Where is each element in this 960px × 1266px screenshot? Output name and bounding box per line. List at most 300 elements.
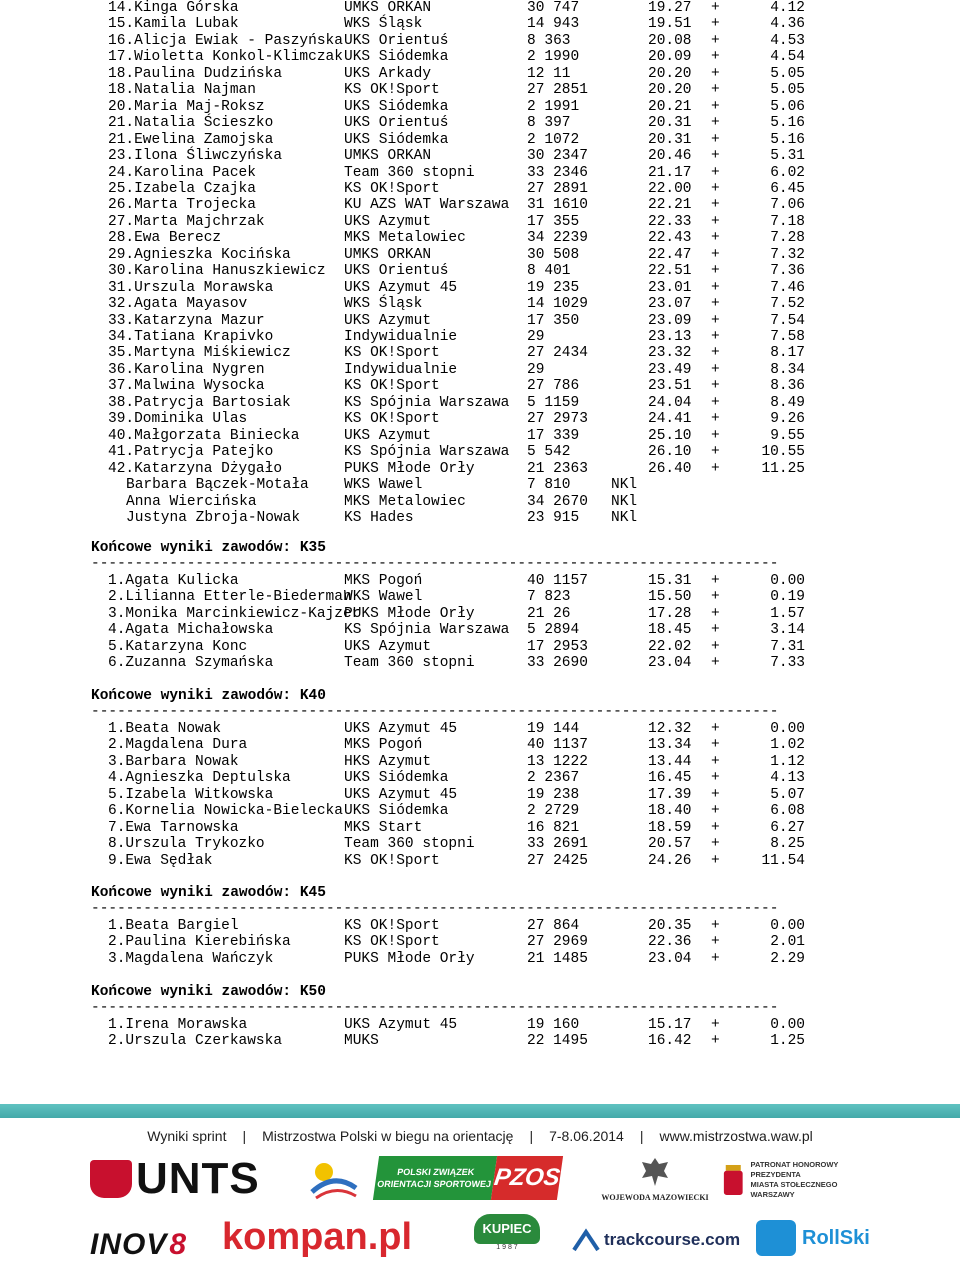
place: 3. [108, 753, 126, 770]
plus-sign: + [711, 786, 720, 803]
inov8-logo [90, 1216, 186, 1262]
club: UKS Siódemka [344, 803, 449, 820]
place: 8. [108, 836, 126, 853]
place: 34. [108, 329, 135, 345]
time: 23.49 [648, 361, 692, 378]
athlete-name [108, 165, 256, 181]
start-number [527, 197, 588, 213]
place: 5. [108, 786, 126, 803]
name: Marta Trojecka [134, 197, 256, 214]
number: 40 [527, 737, 545, 754]
club: MKS Metalowiec [344, 493, 466, 510]
athlete-name [108, 49, 343, 65]
pzos-line2: ORIENTACJI SPORTOWEJ [376, 1179, 492, 1189]
card: 864 [553, 917, 580, 934]
athlete-name [108, 461, 282, 477]
start-number [527, 395, 579, 411]
number: 21 [527, 950, 545, 967]
number: 30 [527, 246, 545, 263]
plus-sign: + [711, 638, 720, 655]
card: 1495 [553, 1033, 588, 1050]
time-difference: 1.02 [770, 737, 805, 754]
plus-sign: + [711, 655, 720, 672]
result-row [91, 0, 821, 16]
number: 5 [527, 444, 536, 461]
start-number [527, 428, 579, 444]
card: 235 [553, 279, 580, 296]
result-row [91, 639, 821, 655]
card: 2969 [553, 934, 588, 951]
result-row [91, 428, 821, 444]
place: 21. [108, 131, 135, 148]
start-number [527, 951, 588, 967]
result-row [91, 230, 821, 246]
patronat-logo [722, 1158, 882, 1202]
name: Kinga Górska [134, 0, 239, 16]
club: KS OK!Sport [344, 82, 440, 99]
time: 17.39 [648, 786, 692, 803]
athlete-name [108, 820, 239, 836]
time-difference: 7.32 [770, 246, 805, 263]
footer-separator: | [529, 1128, 534, 1144]
place: 38. [108, 394, 135, 411]
athlete-name [108, 444, 273, 460]
athlete-name [108, 329, 273, 345]
card: 401 [544, 263, 571, 280]
start-number [527, 99, 579, 115]
time: 15.17 [648, 1016, 692, 1033]
eagle-emblem-icon [640, 1156, 670, 1188]
athlete-name [108, 787, 273, 803]
athlete-name [108, 770, 291, 786]
result-row [91, 66, 821, 82]
unts-logo [90, 1156, 260, 1202]
card: 2367 [544, 770, 580, 787]
result-row [91, 836, 821, 852]
club: MKS Start [344, 819, 423, 836]
name: Wioletta Konkol-Klimczak [134, 49, 343, 66]
result-row [91, 280, 821, 296]
card: 2953 [553, 638, 588, 655]
result-row [91, 803, 821, 819]
plus-sign: + [711, 572, 720, 589]
time-difference: 1.57 [770, 605, 805, 622]
athlete-name [108, 606, 360, 622]
number: 23 [527, 509, 545, 526]
time-difference: 6.45 [770, 180, 805, 197]
name: Martyna Miśkiewicz [134, 345, 291, 362]
club: WKS Wawel [344, 589, 423, 606]
time-difference: 4.13 [770, 770, 805, 787]
time: 16.42 [648, 1033, 692, 1050]
number: 30 [527, 0, 545, 16]
status: NKl [611, 509, 638, 526]
time: 22.00 [648, 180, 692, 197]
number: 2 [527, 803, 536, 820]
plus-sign: + [711, 917, 720, 934]
plus-sign: + [711, 131, 720, 148]
athlete-name [108, 853, 212, 869]
start-number [527, 148, 588, 164]
time-difference: 4.54 [770, 49, 805, 66]
plus-sign: + [711, 82, 720, 99]
club: KS OK!Sport [344, 852, 440, 869]
club: WKS Śląsk [344, 16, 423, 33]
time: 20.21 [648, 98, 692, 115]
place: 27. [108, 213, 135, 230]
place: 16. [108, 32, 135, 49]
time-difference: 4.12 [770, 0, 805, 16]
time: 12.32 [648, 720, 692, 737]
name: Patrycja Bartosiak [134, 394, 291, 411]
time-difference: 7.36 [770, 263, 805, 280]
result-row [91, 16, 821, 32]
pzos-logo [376, 1156, 564, 1200]
club: Indywidualnie [344, 329, 458, 345]
time-difference: 5.07 [770, 786, 805, 803]
trackcourse-wordmark: trackcourse.com [604, 1230, 741, 1249]
time-difference: 8.36 [770, 378, 805, 395]
place: 29. [108, 246, 135, 263]
plus-sign: + [711, 460, 720, 477]
start-number [527, 1017, 579, 1033]
time: 20.09 [648, 49, 692, 66]
place: 20. [108, 98, 135, 115]
footer-event: Mistrzostwa Polski w biegu na orientację [262, 1128, 514, 1144]
place: 26. [108, 197, 135, 214]
athlete-name [108, 589, 352, 605]
athlete-name [108, 16, 239, 32]
time-difference: 8.34 [770, 361, 805, 378]
number: 14 [527, 16, 545, 33]
result-row [91, 49, 821, 65]
kompan-wordmark: kompan.pl [222, 1215, 413, 1258]
club: KU AZS WAT Warszawa [344, 197, 510, 214]
place: 1. [108, 572, 126, 589]
inov-number: 8 [169, 1228, 187, 1261]
club: KS OK!Sport [344, 917, 440, 934]
time: 20.20 [648, 82, 692, 99]
time: 22.21 [648, 197, 692, 214]
start-number [527, 510, 579, 526]
athlete-name [108, 378, 265, 394]
result-row [91, 787, 821, 803]
start-number [527, 280, 579, 296]
number: 2 [527, 49, 536, 66]
card: 2239 [553, 230, 588, 247]
place: 25. [108, 180, 135, 197]
time: 22.43 [648, 230, 692, 247]
number: 29 [527, 329, 545, 345]
result-row [91, 444, 821, 460]
time-difference: 6.08 [770, 803, 805, 820]
start-number [527, 721, 579, 737]
number: 27 [527, 917, 545, 934]
number: 2 [527, 770, 536, 787]
number: 5 [527, 622, 536, 639]
name: Agata Mayasov [134, 296, 248, 313]
time-difference: 5.16 [770, 131, 805, 148]
athlete-name [108, 247, 291, 263]
plus-sign: + [711, 394, 720, 411]
club: PUKS Młode Orły [344, 950, 475, 967]
plus-sign: + [711, 378, 720, 395]
name: Kamila Lubak [134, 16, 239, 33]
name: Magdalena Dura [125, 737, 248, 754]
card: 238 [553, 786, 580, 803]
time-difference: 5.05 [770, 65, 805, 82]
athlete-name [108, 345, 291, 361]
time: 19.51 [648, 16, 692, 33]
plus-sign: + [711, 246, 720, 263]
start-number [527, 115, 571, 131]
trackcourse-icon [572, 1228, 600, 1252]
card: 1029 [553, 296, 588, 313]
number: 8 [527, 32, 536, 49]
kupiec-wordmark: KUPIEC [482, 1221, 532, 1236]
result-row [91, 214, 821, 230]
time-difference: 9.26 [770, 411, 805, 428]
place: 1. [108, 720, 126, 737]
athlete-name [108, 836, 265, 852]
result-row [91, 181, 821, 197]
athlete-name [108, 197, 256, 213]
athlete-name [108, 1017, 247, 1033]
card: 363 [544, 32, 571, 49]
number: 21 [527, 605, 545, 622]
patronat-line2: MIASTA STOŁECZNEGO WARSZAWY [750, 1180, 838, 1199]
start-number [527, 606, 571, 622]
name: Natalia Ścieszko [134, 115, 274, 132]
name: Natalia Najman [134, 82, 256, 99]
time: 16.45 [648, 770, 692, 787]
start-number [527, 754, 588, 770]
club: UKS Azymut [344, 638, 432, 655]
number: 31 [527, 197, 545, 214]
nkl-row [91, 494, 821, 510]
athlete-name [108, 263, 326, 279]
athlete-name [108, 573, 239, 589]
athlete-name [108, 721, 221, 737]
warsaw-crest-icon [722, 1162, 745, 1198]
start-number [527, 296, 588, 312]
place: 31. [108, 279, 135, 296]
category-title: Końcowe wyniki zawodów: K45 [91, 885, 326, 901]
place: 9. [108, 852, 126, 869]
name: Paulina Dudzińska [134, 65, 283, 82]
place: 42. [108, 460, 135, 477]
club: KS Spójnia Warszawa [344, 444, 510, 461]
sport-badge-icon [306, 1158, 360, 1202]
kupiec-year: 1 9 8 7 [496, 1244, 518, 1251]
name: Ewelina Zamojska [134, 131, 274, 148]
number: 34 [527, 230, 545, 247]
start-number [527, 214, 579, 230]
name: Katarzyna Dżygało [134, 460, 283, 477]
result-row [91, 721, 821, 737]
result-row [91, 461, 821, 477]
time: 22.02 [648, 638, 692, 655]
plus-sign: + [711, 852, 720, 869]
plus-sign: + [711, 197, 720, 214]
trackcourse-logo [572, 1222, 740, 1258]
number: 14 [527, 296, 545, 313]
plus-sign: + [711, 361, 720, 378]
place: 6. [108, 803, 126, 820]
start-number [527, 622, 579, 638]
result-row [91, 197, 821, 213]
time: 17.28 [648, 605, 692, 622]
time: 22.33 [648, 213, 692, 230]
number: 27 [527, 180, 545, 197]
name: Dominika Ulas [134, 411, 248, 428]
club: HKS Azymut [344, 753, 432, 770]
card: 11 [553, 65, 571, 82]
athlete-name [108, 1033, 282, 1049]
time: 26.40 [648, 460, 692, 477]
number: 27 [527, 411, 545, 428]
plus-sign: + [711, 115, 720, 132]
category-title: Końcowe wyniki zawodów: K35 [91, 540, 326, 556]
place: 14. [108, 0, 135, 16]
name: Irena Morawska [125, 1016, 248, 1033]
time-difference: 7.06 [770, 197, 805, 214]
place: 2. [108, 934, 126, 951]
name: Zuzanna Szymańska [125, 655, 274, 672]
time: 23.13 [648, 329, 692, 345]
plus-sign: + [711, 720, 720, 737]
card: 1137 [553, 737, 588, 754]
card: 1990 [544, 49, 580, 66]
plus-sign: + [711, 427, 720, 444]
number: 17 [527, 312, 545, 329]
result-row [91, 378, 821, 394]
time-difference: 3.14 [770, 622, 805, 639]
card: 2891 [553, 180, 588, 197]
card: 1485 [553, 950, 588, 967]
name: Agata Kulicka [125, 572, 239, 589]
pzos-wordmark: PZOS [492, 1164, 562, 1191]
number: 8 [527, 115, 536, 132]
number: 13 [527, 753, 545, 770]
result-row [91, 345, 821, 361]
place: 5. [108, 638, 126, 655]
card: 821 [553, 819, 580, 836]
time: 23.01 [648, 279, 692, 296]
place: 40. [108, 427, 135, 444]
club: UMKS ORKAN [344, 148, 432, 165]
name: Kornelia Nowicka-Bielecka [125, 803, 343, 820]
result-row [91, 1017, 821, 1033]
result-row [91, 820, 821, 836]
number: 16 [527, 819, 545, 836]
number: 33 [527, 655, 545, 672]
plus-sign: + [711, 296, 720, 313]
card: 1991 [544, 98, 580, 115]
start-number [527, 573, 588, 589]
number: 17 [527, 427, 545, 444]
club: WKS Śląsk [344, 296, 423, 313]
number: 33 [527, 836, 545, 853]
club: WKS Wawel [344, 477, 423, 494]
time: 18.59 [648, 819, 692, 836]
card: 2434 [553, 345, 588, 362]
card: 1610 [553, 197, 588, 214]
club: Indywidualnie [344, 361, 458, 378]
time: 20.35 [648, 917, 692, 934]
name: Malwina Wysocka [134, 378, 265, 395]
time-difference: 5.16 [770, 115, 805, 132]
card: 339 [553, 427, 580, 444]
time: 24.26 [648, 852, 692, 869]
name: Tatiana Krapivko [134, 329, 274, 345]
plus-sign: + [711, 770, 720, 787]
plus-sign: + [711, 180, 720, 197]
time-difference: 2.29 [770, 950, 805, 967]
plus-sign: + [711, 32, 720, 49]
name: Karolina Pacek [134, 164, 256, 181]
club: UKS Azymut 45 [344, 279, 458, 296]
plus-sign: + [711, 934, 720, 951]
plus-sign: + [711, 411, 720, 428]
name: Urszula Morawska [134, 279, 274, 296]
time: 18.40 [648, 803, 692, 820]
result-row [91, 754, 821, 770]
start-number [527, 49, 579, 65]
plus-sign: + [711, 836, 720, 853]
plus-sign: + [711, 1016, 720, 1033]
card: 2691 [553, 836, 588, 853]
plus-sign: + [711, 263, 720, 280]
name: Patrycja Patejko [134, 444, 274, 461]
place: 18. [108, 65, 135, 82]
time: 24.04 [648, 394, 692, 411]
name: Ewa Berecz [134, 230, 222, 247]
name: Paulina Kierebińska [125, 934, 291, 951]
time: 22.47 [648, 246, 692, 263]
card: 786 [553, 378, 580, 395]
name: Agata Michałowska [125, 622, 274, 639]
start-number [527, 1033, 588, 1049]
time: 26.10 [648, 444, 692, 461]
club: UKS Azymut [344, 427, 432, 444]
kupiec-logo [472, 1214, 542, 1266]
club: UMKS ORKAN [344, 246, 432, 263]
footer-accent-band [0, 1104, 960, 1118]
time-difference: 8.17 [770, 345, 805, 362]
result-row [91, 362, 821, 378]
club: UKS Siódemka [344, 49, 449, 66]
place: 17. [108, 49, 135, 66]
result-row [91, 411, 821, 427]
place: 41. [108, 444, 135, 461]
name: Katarzyna Mazur [134, 312, 265, 329]
club: UKS Azymut 45 [344, 1016, 458, 1033]
card: 1222 [553, 753, 588, 770]
time-difference: 6.02 [770, 164, 805, 181]
card: 943 [553, 16, 580, 33]
time-difference: 7.54 [770, 312, 805, 329]
name: Ewa Tarnowska [125, 819, 239, 836]
name: Lilianna Etterle-Biederman [125, 589, 352, 606]
card: 26 [553, 605, 571, 622]
card: 144 [553, 720, 580, 737]
time: 18.45 [648, 622, 692, 639]
club: MUKS [344, 1033, 379, 1050]
patronat-line1: PATRONAT HONOROWY PREZYDENTA [750, 1160, 839, 1179]
result-row [91, 99, 821, 115]
time-difference: 0.00 [770, 720, 805, 737]
